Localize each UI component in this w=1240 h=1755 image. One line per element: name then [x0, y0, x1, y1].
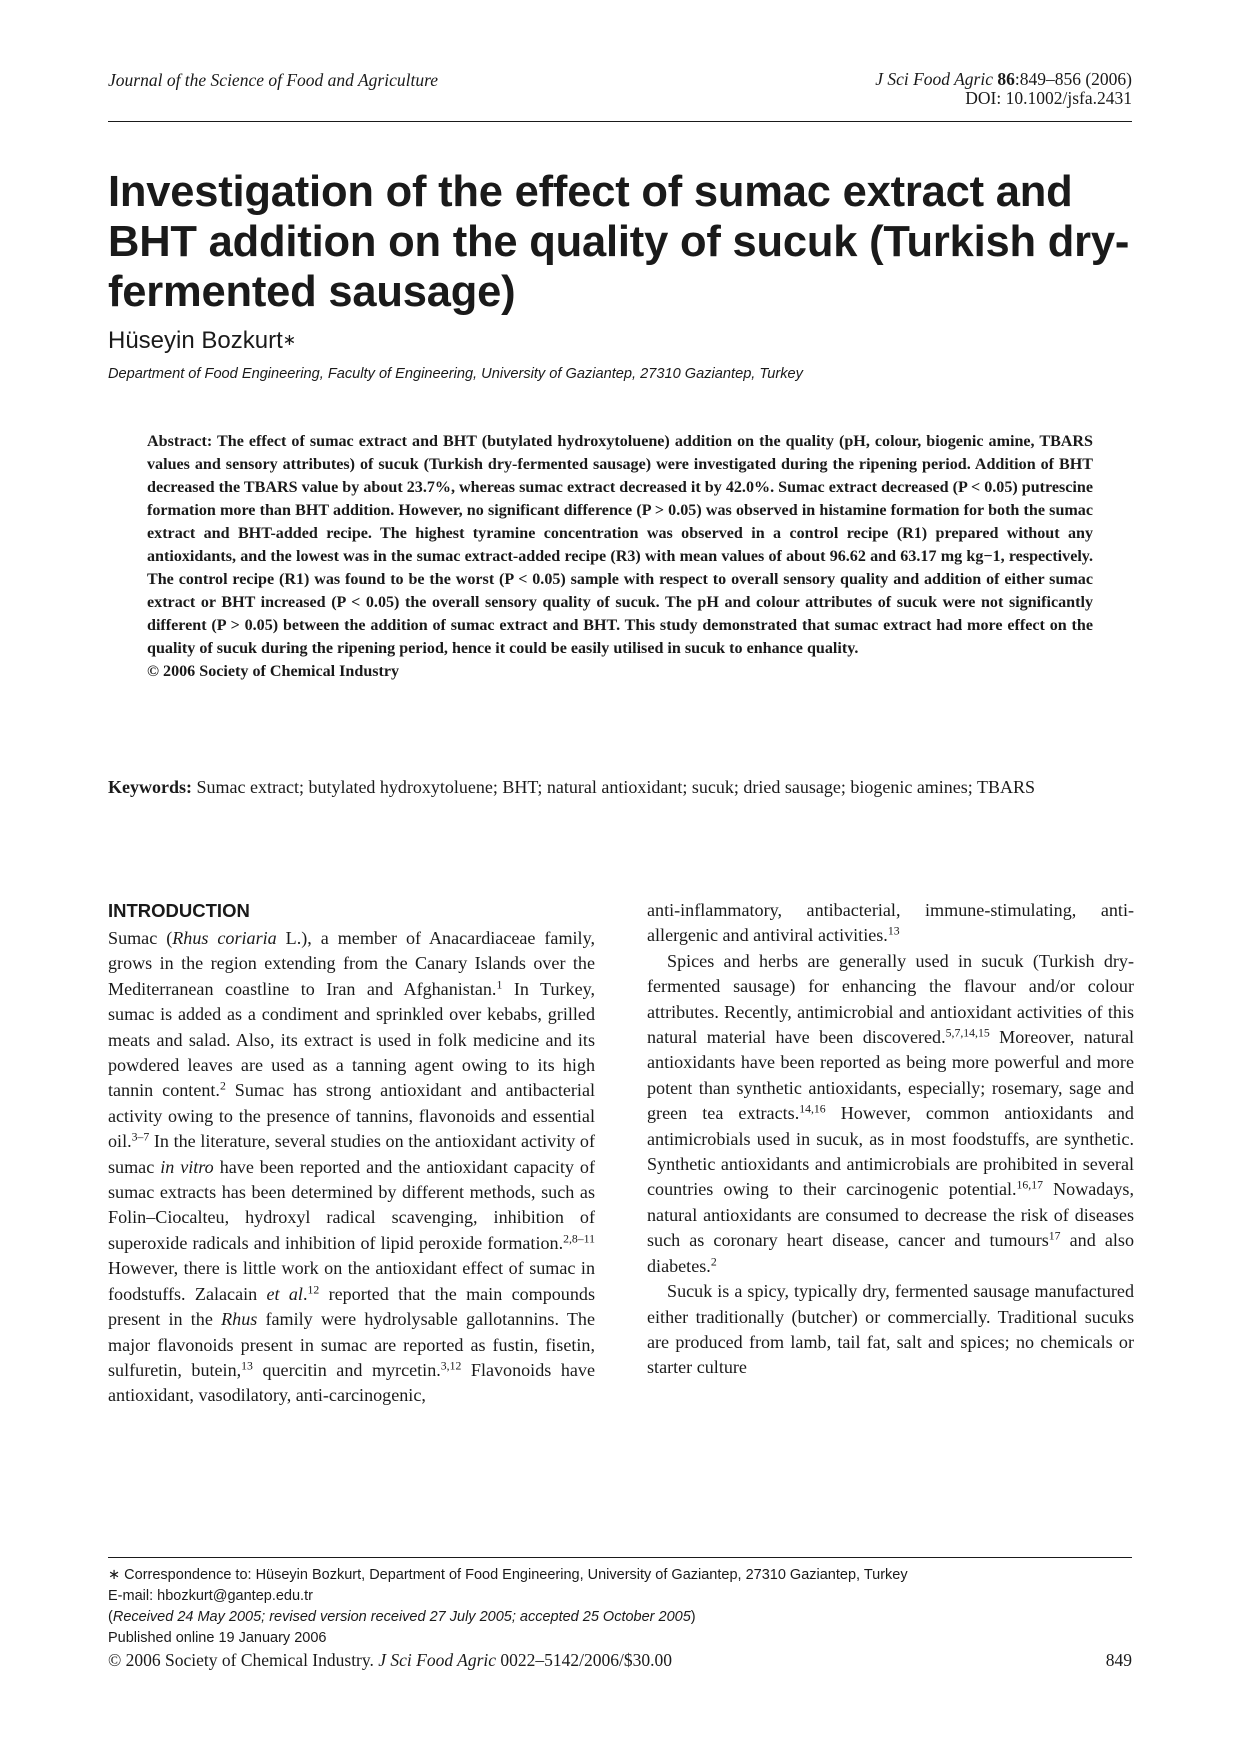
- citation-ref: 2: [219, 1079, 226, 1093]
- citation-ref: 2: [710, 1255, 717, 1269]
- citation-ref: 13: [241, 1359, 253, 1373]
- intro-paragraph-3: Sucuk is a spicy, typically dry, fermented sausage manufactured either traditionally (butcher) or commercially. Traditional sucuks are produced from lamb, tail fat, salt and spices; no chemicals or starter culture: [647, 1281, 1134, 1378]
- keywords: [108, 775, 1132, 800]
- keywords-text: Sumac extract; butylated hydroxytoluene; BHT; natural antioxidant; sucuk; dried sausage; biogenic amines; TBARS: [196, 777, 1035, 797]
- citation-volume: 86: [997, 69, 1015, 89]
- doi: DOI: 10.1002/jsfa.2431: [965, 88, 1132, 108]
- keywords-label: Keywords:: [108, 777, 192, 797]
- abstract: [147, 430, 1093, 683]
- footnote-rule: [108, 1557, 1132, 1558]
- author: [108, 327, 296, 355]
- submission-history: (Received 24 May 2005; revised version received 27 July 2005; accepted 25 October 2005): [108, 1609, 696, 1625]
- article-title: Investigation of the effect of sumac extract and BHT addition on the quality of sucuk (Turkish dry-fermented sausage): [108, 168, 1130, 316]
- intro-paragraph-1-cont: anti-inflammatory, antibacterial, immune-stimulating, anti-allergenic and antiviral activities.$^{13}$: [647, 900, 1134, 946]
- body-column-right: [647, 898, 1134, 1381]
- citation-ref: 14,16: [799, 1102, 826, 1116]
- journal-name: Journal of the Science of Food and Agriculture: [108, 70, 439, 90]
- footnotes: [108, 1565, 1132, 1649]
- email-address[interactable]: E-mail: hbozkurt@gantep.edu.tr: [108, 1588, 313, 1604]
- body-column-left: [108, 898, 595, 1409]
- citation-ref: 3–7: [131, 1130, 150, 1144]
- footer-journal-abbrev: J Sci Food Agric: [378, 1650, 497, 1670]
- citation-ref: 1: [496, 978, 503, 992]
- footer-issn-price: 0022–5142/2006/$30.00: [500, 1650, 673, 1670]
- citation-ref: 12: [307, 1283, 320, 1297]
- page-number: 849: [1105, 1650, 1132, 1670]
- correspondence-mark: ∗: [282, 332, 297, 349]
- citation-ref: 2,8–11: [563, 1232, 595, 1246]
- published-online: Published online 19 January 2006: [108, 1630, 327, 1646]
- citation-line: [875, 70, 1132, 89]
- section-heading-introduction: INTRODUCTION: [108, 900, 250, 921]
- intro-paragraph-1: Sumac (Rhus coriaria L.), a member of Anacardiaceae family, grows in the region extending from the Canary Islands over the Mediterranean coastline to Iran and Afghanistan.$^1$ In Turkey, sumac is added as a condiment and sprinkled over kebabs, grilled meats and salad. Also, its extract is used in folk medicine and its powdered leaves are used as a tanning agent owing to its high tannin content.$^2$ Sumac has strong antioxidant and antibacterial activity owing to the presence of tannins, flavonoids and essential oil.$^{3-7}$ In the literature, several studies on the antioxidant activity of sumac in vitro have been reported and the antioxidant capacity of sumac extracts has been determined by different methods, such as Folin–Ciocalteu, hydroxyl radical scavenging, inhibition of superoxide radicals and inhibition of lipid peroxide formation.$^{2,8-11}$ However, there is little work on the antioxidant effect of sumac in foodstuffs. Zalacain et al.$^{12}$ reported that the main compounds present in the Rhus family were hydrolysable gallotannins. The major flavonoids present in sumac are reported as fustin, fisetin, sulfuretin, butein,$^{13}$ quercitin and myrcetin.$^{3,12}$ Flavonoids have antioxidant, vasodilatory, anti-carcinogenic,: [108, 928, 595, 1406]
- intro-paragraph-2: Spices and herbs are generally used in sucuk (Turkish dry-fermented sausage) for enhancing the flavour and/or colour attributes. Recently, antimicrobial and antioxidant activities of this natural material have been discovered.$^{5,7,14,15}$ Moreover, natural antioxidants have been reported as being more powerful and more potent than synthetic antioxidants, especially; rosemary, sage and green tea extracts.$^{14,16}$ However, common antioxidants and antimicrobials used in sucuk, as in most foodstuffs, are synthetic. Synthetic antioxidants and antimicrobials are prohibited in several countries owing to their carcinogenic potential.$^{16,17}$ Nowadays, natural antioxidants are consumed to decrease the risk of diseases such as coronary heart disease, cancer and tumours$^{17}$ and also diabetes.$^2$: [647, 950, 1135, 1276]
- citation-ref: 17: [1048, 1229, 1061, 1243]
- abstract-label: Abstract:: [147, 433, 213, 450]
- citation-block: [875, 70, 1132, 108]
- citation-pages: :849–856 (2006): [1014, 69, 1132, 89]
- citation-ref: 5,7,14,15: [945, 1026, 990, 1040]
- citation-ref: 13: [887, 924, 900, 938]
- abstract-copyright: © 2006 Society of Chemical Industry: [147, 663, 400, 680]
- citation-ref: 3,12: [440, 1359, 462, 1373]
- text-run-flows-to-right-column: Flavonoids have antioxidant, vasodilatory, anti-carcinogenic,: [108, 1359, 595, 1406]
- author-name: Hüseyin Bozkurt: [108, 327, 283, 354]
- abstract-text: The effect of sumac extract and BHT (butylated hydroxytoluene) addition on the quality (pH, colour, biogenic amine, TBARS values and sensory attributes) of sucuk (Turkish dry-fermented sausage) were investigated during the ripening period. Addition of BHT decreased the TBARS value by about 23.7%, whereas sumac extract decreased it by 42.0%. Sumac extract decreased (P < 0.05) putrescine formation more than BHT addition. However, no significant difference (P > 0.05) was observed in histamine formation for both the sumac extract and BHT-added recipe. The highest tyramine concentration was observed in a control recipe (R1) prepared without any antioxidants, and the lowest was in the sumac extract-added recipe (R3) with mean values of about 96.62 and 63.17 mg kg−1, respectively. The control recipe (R1) was found to be the worst (P < 0.05) sample with respect to overall sensory quality and addition of either sumac extract or BHT increased (P < 0.05) the overall sensory quality of sucuk. The pH and colour attributes of sucuk were not significantly different (P > 0.05) between the addition of sumac extract and BHT. This study demonstrated that sumac extract had more effect on the quality of sucuk during the ripening period, hence it could be easily utilised in sucuk to enhance quality.: [147, 433, 1093, 657]
- footer-copyright: © 2006 Society of Chemical Industry. J Sci Food Agric 0022–5142/2006/$30.00: [108, 1650, 673, 1670]
- citation-ref: 16,17: [1016, 1179, 1043, 1192]
- header-rule: [108, 121, 1132, 122]
- citation-journal: J Sci Food Agric: [875, 69, 993, 89]
- correspondence-note: ∗ Correspondence to: Hüseyin Bozkurt, Department of Food Engineering, University of Gaziantep, 27310 Gaziantep, Turkey: [108, 1567, 908, 1583]
- affiliation: Department of Food Engineering, Faculty of Engineering, University of Gaziantep, 27310 Gaziantep, Turkey: [108, 366, 803, 382]
